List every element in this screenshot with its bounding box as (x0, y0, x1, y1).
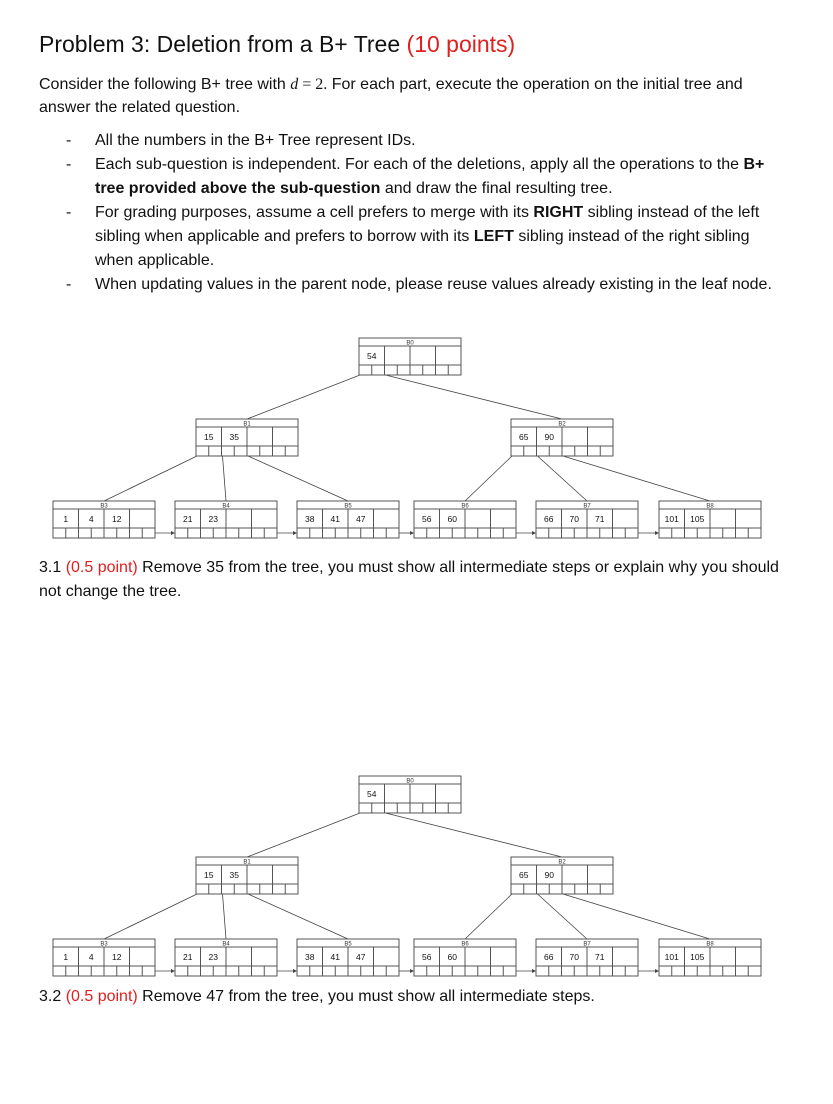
instruction-item: - When updating values in the parent node, please reuse values already existing in the leaf node. (66, 276, 772, 293)
instruction-text: Each sub-question is independent. For each of the deletions, apply all the operations to the (95, 156, 744, 173)
node-key: 65 (519, 432, 529, 442)
math-equation: = 2. (298, 76, 328, 93)
instruction-text: sibling instead of the left sibling when applicable and prefers to borrow with its (95, 204, 760, 245)
node-label: B4 (222, 503, 230, 510)
tree-node-b0 (359, 776, 461, 813)
instruction-item: - For grading purposes, assume a cell prefers to merge with its RIGHT sibling instead of the left sibling when applicable and prefers to borrow with its LEFT sibling instead of the right sibling when applicable. (66, 204, 760, 269)
node-key: 1 (63, 514, 69, 524)
node-key: 38 (305, 514, 315, 524)
node-label: B3 (100, 503, 108, 510)
node-label: B0 (406, 778, 414, 785)
node-key: 101 (664, 514, 679, 524)
question-points: (0.5 point) (65, 988, 138, 1005)
node-key: 23 (208, 514, 218, 524)
node-key: 12 (112, 952, 122, 962)
leaf-pointer-arrowhead (532, 969, 536, 973)
node-key: 65 (519, 870, 529, 880)
tree-node-b6 (414, 939, 516, 976)
tree-edge (538, 894, 588, 939)
instruction-list (39, 129, 784, 297)
tree-node-b0 (359, 338, 461, 375)
tree-edge (247, 375, 360, 419)
instruction-bold: LEFT (473, 228, 514, 245)
node-label: B1 (243, 859, 251, 866)
intro-paragraph (39, 73, 784, 119)
question-number: 3.1 (39, 559, 66, 576)
node-key: 4 (88, 952, 94, 962)
node-label: B5 (344, 941, 352, 948)
instruction-text: When updating values in the parent node, please reuse values already existing in the leaf node. (95, 276, 772, 293)
tree-edge (563, 894, 710, 939)
tree-node-b7 (536, 501, 638, 538)
tree-edge (563, 456, 710, 501)
node-key: 38 (305, 952, 315, 962)
node-key: 60 (447, 952, 457, 962)
node-label: B1 (243, 421, 251, 428)
instruction-text: sibling instead of the right sibling when applicable. (95, 228, 750, 269)
question-number: 3.2 (39, 988, 66, 1005)
tree-svg (0, 771, 833, 986)
node-key: 12 (112, 514, 122, 524)
leaf-pointer-arrowhead (410, 969, 414, 973)
tree-node-b3 (53, 501, 155, 538)
tree-node-b6 (414, 501, 516, 538)
leaf-pointer-arrowhead (655, 969, 659, 973)
tree-node-b1 (196, 857, 298, 894)
question-points: (0.5 point) (65, 559, 138, 576)
tree-edge (248, 456, 348, 501)
problem-title-text: Problem 3: Deletion from a B+ Tree (39, 31, 401, 57)
leaf-pointer-arrowhead (655, 531, 659, 535)
question-text: Remove 47 from the tree, you must show all intermediate steps. (137, 988, 595, 1005)
bplus-tree-diagram-2 (0, 771, 833, 986)
question-3-1 (39, 556, 784, 604)
instruction-item: - All the numbers in the B+ Tree represent IDs. (66, 132, 416, 149)
leaf-pointer-arrowhead (171, 531, 175, 535)
node-key: 71 (595, 952, 605, 962)
instruction-bold: RIGHT (533, 204, 584, 221)
tree-node-b5 (297, 501, 399, 538)
node-label: B2 (558, 421, 566, 428)
node-key: 1 (63, 952, 69, 962)
tree-edge (248, 894, 348, 939)
node-key: 15 (204, 870, 214, 880)
tree-edge (386, 813, 563, 857)
node-key: 47 (356, 952, 366, 962)
instruction-item: - Each sub-question is independent. For each of the deletions, apply all the operations to the B+ tree provided above the sub-question and draw the final resulting tree. (66, 156, 765, 197)
node-label: B3 (100, 941, 108, 948)
tree-edge (104, 894, 197, 939)
tree-node-b8 (659, 501, 761, 538)
node-key: 47 (356, 514, 366, 524)
tree-edge (104, 456, 197, 501)
node-key: 70 (569, 952, 579, 962)
tree-edge (465, 456, 512, 501)
leaf-pointer-arrowhead (171, 969, 175, 973)
node-key: 56 (422, 514, 432, 524)
node-key: 15 (204, 432, 214, 442)
tree-node-b4 (175, 501, 277, 538)
math-variable-d: d (290, 76, 299, 93)
node-key: 56 (422, 952, 432, 962)
node-key: 4 (88, 514, 94, 524)
node-label: B7 (583, 503, 591, 510)
intro-text-after: For each part, execute the operation on the initial tree and answer the related question. (39, 76, 743, 116)
question-text: Remove 35 from the tree, you must show all intermediate steps or explain why you should not change the tree. (39, 559, 779, 600)
instruction-text: All the numbers in the B+ Tree represent IDs. (95, 132, 416, 149)
node-key: 54 (367, 789, 377, 799)
node-key: 23 (208, 952, 218, 962)
node-key: 71 (595, 514, 605, 524)
tree-edge (223, 456, 227, 501)
node-key: 105 (690, 952, 705, 962)
node-label: B2 (558, 859, 566, 866)
bplus-tree-diagram-1 (0, 333, 833, 548)
tree-node-b2 (511, 419, 613, 456)
node-key: 101 (664, 952, 679, 962)
node-key: 41 (330, 514, 340, 524)
tree-node-b2 (511, 857, 613, 894)
node-label: B6 (461, 941, 469, 948)
tree-edge (465, 894, 512, 939)
node-key: 35 (229, 870, 239, 880)
node-key: 41 (330, 952, 340, 962)
node-label: B6 (461, 503, 469, 510)
tree-node-b3 (53, 939, 155, 976)
node-key: 66 (544, 514, 554, 524)
instruction-bold: B+ tree provided above the sub-question (95, 156, 765, 197)
tree-node-b5 (297, 939, 399, 976)
tree-node-b8 (659, 939, 761, 976)
intro-text: Consider the following B+ tree with (39, 76, 291, 93)
tree-edge (538, 456, 588, 501)
instruction-text: and draw the final resulting tree. (380, 180, 613, 197)
node-key: 21 (183, 952, 193, 962)
problem-points: (10 points) (406, 31, 516, 57)
tree-svg (0, 333, 833, 548)
node-key: 35 (229, 432, 239, 442)
tree-edge (247, 813, 360, 857)
node-key: 60 (447, 514, 457, 524)
problem-title (39, 31, 515, 58)
leaf-pointer-arrowhead (293, 969, 297, 973)
question-3-2 (39, 985, 784, 1009)
node-label: B0 (406, 340, 414, 347)
node-label: B8 (706, 503, 714, 510)
tree-node-b4 (175, 939, 277, 976)
instruction-text: For grading purposes, assume a cell prefers to merge with its (95, 204, 534, 221)
tree-node-b7 (536, 939, 638, 976)
node-key: 21 (183, 514, 193, 524)
node-label: B4 (222, 941, 230, 948)
node-key: 70 (569, 514, 579, 524)
node-key: 90 (544, 432, 554, 442)
node-label: B8 (706, 941, 714, 948)
tree-node-b1 (196, 419, 298, 456)
node-label: B5 (344, 503, 352, 510)
node-label: B7 (583, 941, 591, 948)
leaf-pointer-arrowhead (293, 531, 297, 535)
node-key: 105 (690, 514, 705, 524)
tree-edge (386, 375, 563, 419)
node-key: 54 (367, 351, 377, 361)
tree-edge (223, 894, 227, 939)
leaf-pointer-arrowhead (410, 531, 414, 535)
node-key: 66 (544, 952, 554, 962)
leaf-pointer-arrowhead (532, 531, 536, 535)
node-key: 90 (544, 870, 554, 880)
